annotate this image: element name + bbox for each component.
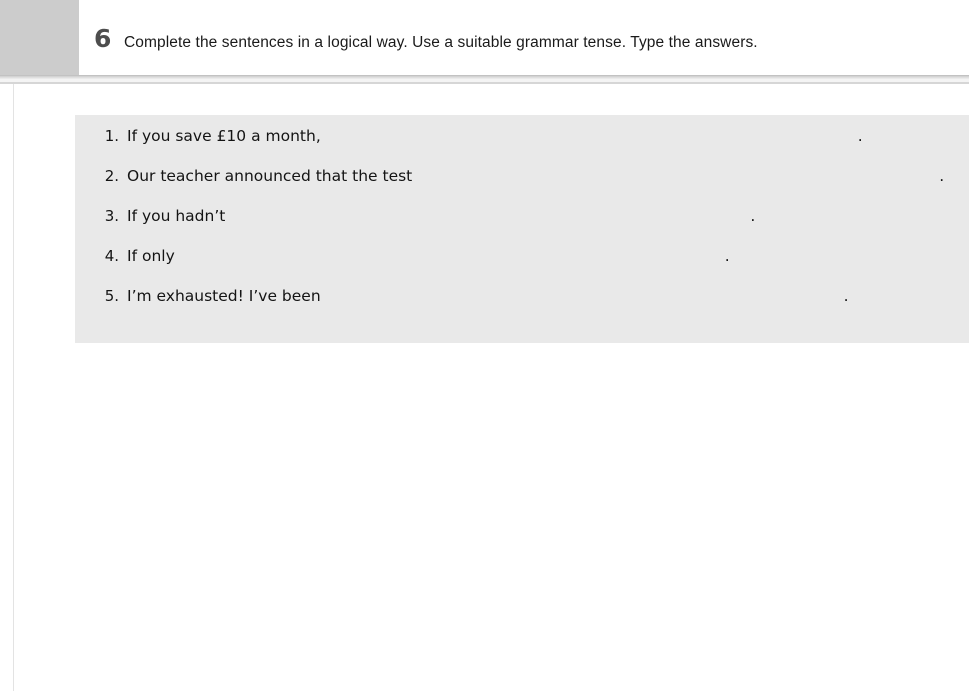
question-row	[75, 247, 969, 287]
question-prompt: I’m exhausted! I’ve been	[127, 287, 321, 305]
question-number: 4.	[104, 247, 119, 265]
sentence-period: .	[843, 287, 849, 305]
exercise-number: 6	[94, 24, 112, 53]
question-number: 5.	[104, 287, 119, 305]
question-prompt: Our teacher announced that the test	[127, 167, 413, 185]
question-prompt: If you hadn’t	[127, 207, 226, 225]
question-row	[75, 127, 969, 167]
exercise-header	[0, 0, 969, 78]
sentence-period: .	[750, 207, 756, 225]
question-row	[75, 167, 969, 207]
header-color-swatch	[0, 0, 79, 75]
sentence-period: .	[857, 127, 863, 145]
page-body	[0, 84, 969, 691]
question-row	[75, 287, 969, 327]
question-number: 3.	[104, 207, 119, 225]
question-prompt: If only	[127, 247, 175, 265]
sentence-period: .	[939, 167, 945, 185]
question-number: 1.	[104, 127, 119, 145]
question-row	[75, 207, 969, 247]
exercise-instruction: Complete the sentences in a logical way. Use a suitable grammar tense. Type the answers.	[124, 34, 758, 51]
questions-panel	[75, 115, 969, 343]
left-margin-rule	[13, 84, 14, 691]
question-prompt: If you save £10 a month,	[127, 127, 321, 145]
question-number: 2.	[104, 167, 119, 185]
sentence-period: .	[724, 247, 730, 265]
